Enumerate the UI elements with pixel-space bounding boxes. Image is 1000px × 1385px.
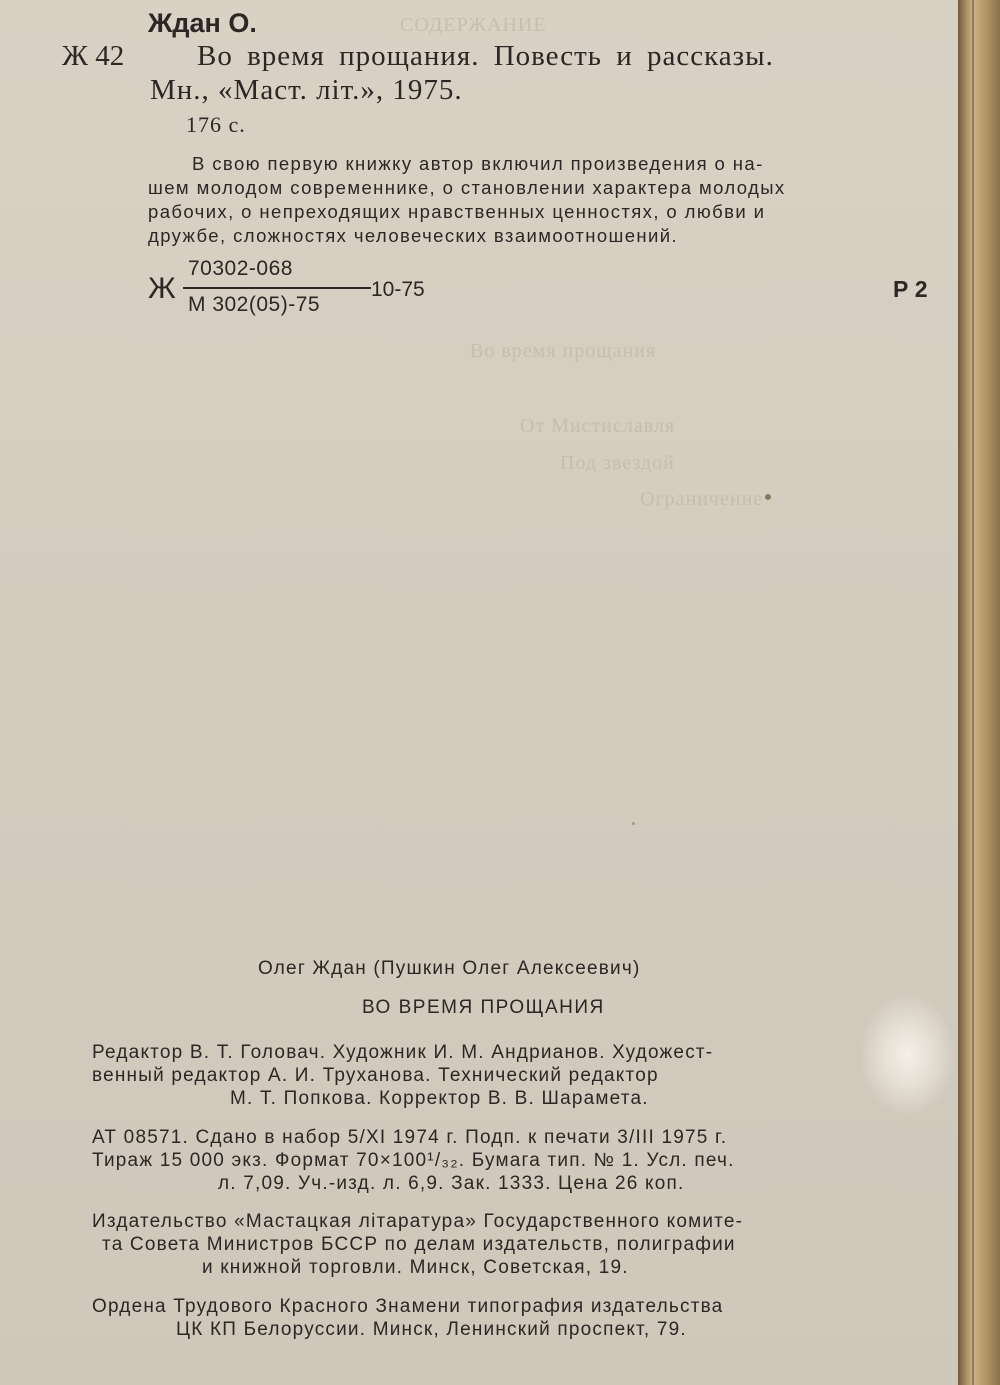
classification-letter: Ж xyxy=(148,272,176,305)
foxing-spot xyxy=(632,822,635,825)
foxing-spot xyxy=(765,494,771,500)
colophon-line: М. Т. Попкова. Корректор В. В. Шарамета. xyxy=(230,1088,649,1109)
annotation-line: шем молодом современнике, о становлении характера молодых xyxy=(148,177,786,198)
colophon-printer xyxy=(92,1295,912,1341)
publisher-line: Мн., «Маст. літ.», 1975. xyxy=(150,74,463,106)
colophon-editors xyxy=(92,1041,912,1110)
colophon-publisher xyxy=(92,1210,912,1279)
colophon-line: Редактор В. Т. Головач. Художник И. М. Андрианов. Художест- xyxy=(92,1042,714,1063)
colophon-print-data xyxy=(92,1126,912,1195)
annotation-line: дружбе, сложностях человеческих взаимоотношений. xyxy=(148,225,679,246)
annotation xyxy=(148,152,938,248)
classification-code: Р 2 xyxy=(893,276,928,302)
book-spine-edge xyxy=(958,0,1000,1385)
fraction-line xyxy=(183,287,371,289)
annotation-line: рабочих, о непреходящих нравственных ценностях, о любви и xyxy=(148,201,766,222)
colophon-line: и книжной торговли. Минск, Советская, 19. xyxy=(202,1257,629,1278)
annotation-line: В свою первую книжку автор включил произведения о на- xyxy=(192,153,764,174)
colophon-author: Олег Ждан (Пушкин Олег Алексеевич) xyxy=(258,958,641,979)
show-through-text: СОДЕРЖАНИЕ xyxy=(400,14,547,36)
shelf-code: Ж 42 xyxy=(62,40,125,72)
classification-suffix: 10-75 xyxy=(371,278,425,301)
colophon-line: Тираж 15 000 экз. Формат 70×100¹/₃₂. Бумага тип. № 1. Усл. печ. xyxy=(92,1150,735,1171)
colophon-line: л. 7,09. Уч.-изд. л. 6,9. Зак. 1333. Цена 26 коп. xyxy=(218,1173,685,1194)
page-count: 176 с. xyxy=(186,112,246,137)
colophon-line: АТ 08571. Сдано в набор 5/XI 1974 г. Подп. к печати 3/III 1975 г. xyxy=(92,1127,728,1148)
colophon-title: ВО ВРЕМЯ ПРОЩАНИЯ xyxy=(362,997,605,1018)
book-title-line: Во время прощания. Повесть и рассказы. xyxy=(197,40,774,72)
classification-denominator: М 302(05)-75 xyxy=(188,293,321,316)
paper-wear-spot xyxy=(860,995,955,1115)
show-through-text: Под звездой xyxy=(560,452,675,474)
colophon-line: та Совета Министров БССР по делам издательств, полиграфии xyxy=(102,1234,736,1255)
author-heading: Ждан О. xyxy=(148,8,257,38)
colophon-line: Ордена Трудового Красного Знамени типография издательства xyxy=(92,1296,724,1317)
colophon-line: Издательство «Мастацкая літаратура» Государственного комите- xyxy=(92,1211,744,1232)
show-through-text: От Мистиславля xyxy=(520,415,676,437)
colophon-line: ЦК КП Белоруссии. Минск, Ленинский проспект, 79. xyxy=(176,1319,687,1340)
classification-numerator: 70302-068 xyxy=(188,257,293,280)
show-through-text: Во время прощания xyxy=(470,340,657,362)
colophon-line: венный редактор А. И. Труханова. Технический редактор xyxy=(92,1065,659,1086)
show-through-text: Ограничение xyxy=(640,488,764,510)
